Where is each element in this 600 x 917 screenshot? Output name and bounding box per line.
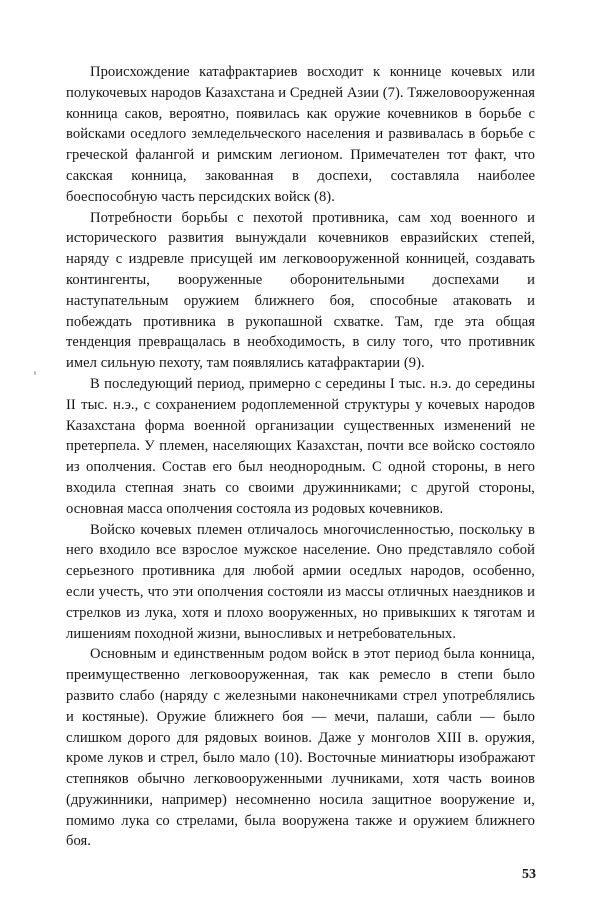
paragraph-5: Основным и единственным родом войск в этот период была конница, преимущественно легковооруженная, так как ремесло в степи было развито слабо (наряду с железными наконечниками стрел употреблялись и костяные). Оружие ближнего боя — мечи, палаши, сабли — было слишком дорого для рядовых воинов. Даже у монголов XIII в. оружия, кроме луков и стрел, было мало (10). Восточные миниатюры изображают степняков обычно легковооруженными лучниками, хотя часть воинов (дружинники, например) несомненно носила защитное вооружение и, помимо лука со стрелами, была вооружена также и оружием ближнего боя. bbox=[66, 646, 535, 850]
scan-speck bbox=[34, 371, 36, 375]
paragraph-3: В последующий период, примерно с середины I тыс. н.э. до середины II тыс. н.э., с сохранением родоплеменной структуры у кочевых народов Казахстана форма военной организации существенных изменений не претерпела. У племен, населяющих Казахстан, почти все войско состояло из ополчения. Состав его был неоднородным. С одной стороны, в него входила степная знать со своими дружинниками; с другой стороны, основная масса ополчения состояла из родовых кочевников. bbox=[66, 375, 535, 517]
page-number: 53 bbox=[522, 867, 536, 882]
paragraph-1: Происхождение катафрактариев восходит к коннице кочевых или полукочевых народов Казахстана и Средней Азии (7). Тяжеловооруженная конница саков, вероятно, появилась как оружие кочевников в борьбе с войсками оседлого земледельческого населения и развивалась в борьбе с греческой фалангой и римским легионом. Примечателен тот факт, что сакская конница, закованная в доспехи, составляла наиболее боеспособную часть персидских войск (8). bbox=[66, 64, 535, 205]
paragraph-4: Войско кочевых племен отличалось многочисленностью, поскольку в него входило все взрослое мужское население. Оно представляло собой серьезного противника для любой армии оседлых народов, особенно, если учесть, что эти ополчения состояли из массы отличных наездников и стрелков из лука, хотя и плохо вооруженных, но привыкших к тяготам и лишениям походной жизни, выносливых и нетребовательных. bbox=[66, 521, 535, 642]
page-body bbox=[66, 62, 535, 852]
paragraph-2: Потребности борьбы с пехотой противника, сам ход военного и исторического развития вынуждали кочевников евразийских степей, наряду с издревле присущей им легковооруженной конницей, создавать контингенты, вооруженные оборонительными доспехами и наступательным оружием ближнего боя, способные атаковать и побеждать противника в рукопашной схватке. Там, где эта общая тенденция превращалась в необходимость, в силу того, что противник имел сильную пехоту, там появлялись катафрактарии (9). bbox=[66, 209, 535, 372]
